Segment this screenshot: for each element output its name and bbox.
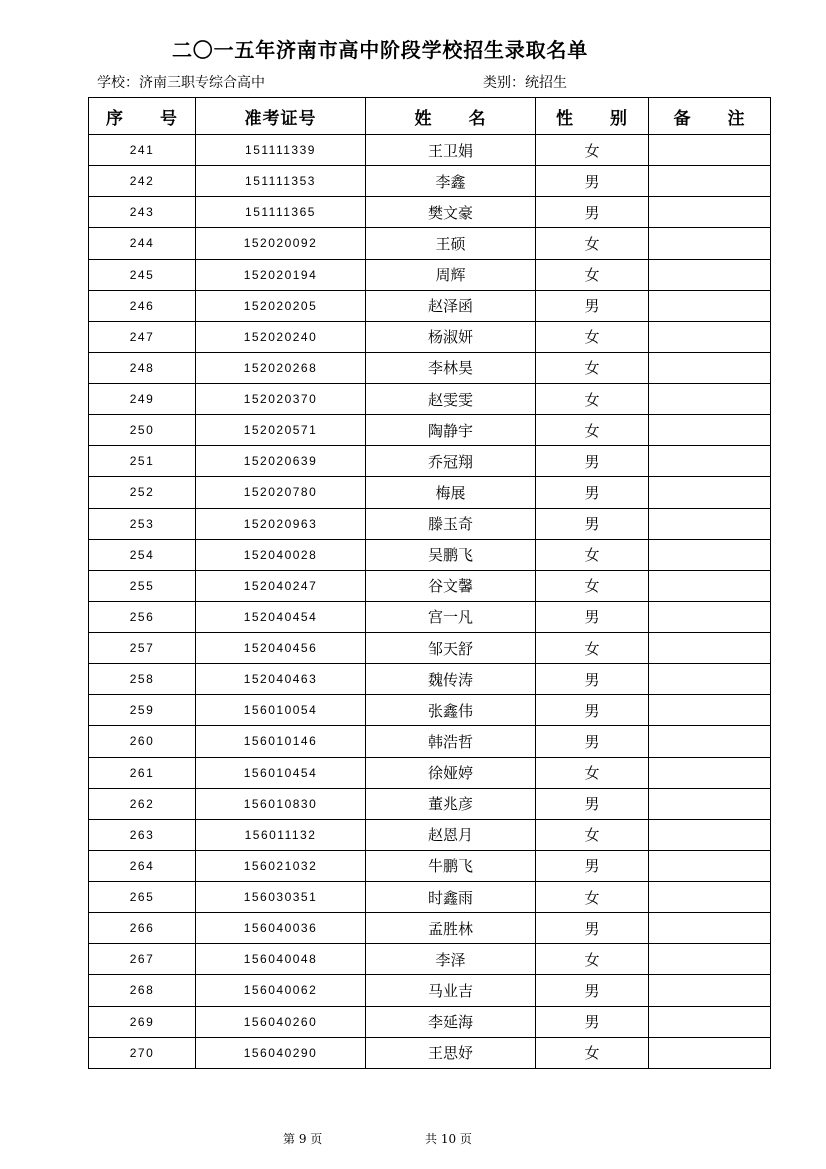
table-row [88,975,771,1006]
cell-exam-no: 152020780 [196,477,366,507]
cell-exam-no: 156040048 [196,944,366,974]
cell-exam-no: 151111365 [196,197,366,227]
cell-note [649,477,770,507]
cell-seq: 270 [89,1038,196,1068]
cell-exam-no: 152020194 [196,260,366,290]
cell-seq: 255 [89,571,196,601]
cell-exam-no: 156040260 [196,1007,366,1037]
cell-note [649,695,770,725]
cell-note [649,664,770,694]
table-row [88,477,771,508]
cell-note [649,789,770,819]
cell-gender: 男 [536,789,649,819]
cell-note [649,166,770,196]
cell-exam-no: 152020639 [196,446,366,476]
cell-note [649,1038,770,1068]
cell-seq: 242 [89,166,196,196]
cell-name: 王思妤 [366,1038,536,1068]
cell-exam-no: 151111339 [196,135,366,165]
cell-name: 周辉 [366,260,536,290]
cell-name: 马业吉 [366,975,536,1005]
cell-seq: 265 [89,882,196,912]
table-row [88,135,771,166]
table-row [88,540,771,571]
table-row [88,726,771,757]
cell-name: 韩浩哲 [366,726,536,756]
cell-exam-no: 152020268 [196,353,366,383]
cell-gender: 女 [536,322,649,352]
table-row [88,820,771,851]
category-label: 类别：统招生 [483,75,567,91]
table-row [88,509,771,540]
cell-gender: 男 [536,446,649,476]
cell-gender: 女 [536,944,649,974]
cell-seq: 254 [89,540,196,570]
cell-gender: 男 [536,913,649,943]
header-exam-no: 准考证号 [196,98,366,134]
cell-name: 王硕 [366,228,536,258]
cell-note [649,882,770,912]
cell-gender: 男 [536,166,649,196]
cell-exam-no: 156011132 [196,820,366,850]
cell-gender: 女 [536,633,649,663]
cell-note [649,446,770,476]
table-row [88,384,771,415]
cell-seq: 268 [89,975,196,1005]
cell-name: 宫一凡 [366,602,536,632]
cell-note [649,509,770,539]
cell-name: 樊文豪 [366,197,536,227]
table-header-row [88,97,771,135]
admission-table [88,97,771,1069]
header-name: 姓 名 [366,98,536,134]
cell-exam-no: 156040290 [196,1038,366,1068]
cell-seq: 259 [89,695,196,725]
cell-seq: 263 [89,820,196,850]
cell-note [649,975,770,1005]
cell-gender: 男 [536,509,649,539]
cell-gender: 女 [536,540,649,570]
cell-seq: 241 [89,135,196,165]
school-label: 学校：济南三职专综合高中 [97,75,265,91]
cell-gender: 女 [536,1038,649,1068]
cell-seq: 260 [89,726,196,756]
cell-name: 牛鹏飞 [366,851,536,881]
cell-exam-no: 152040456 [196,633,366,663]
cell-exam-no: 156010146 [196,726,366,756]
table-body [88,135,771,1069]
document-title: 二〇一五年济南市高中阶段学校招生录取名单 [172,38,588,62]
cell-name: 乔冠翔 [366,446,536,476]
cell-seq: 256 [89,602,196,632]
table-row [88,664,771,695]
cell-note [649,913,770,943]
cell-exam-no: 152040247 [196,571,366,601]
table-row [88,446,771,477]
cell-exam-no: 152040454 [196,602,366,632]
cell-name: 李泽 [366,944,536,974]
cell-note [649,851,770,881]
cell-name: 魏传涛 [366,664,536,694]
cell-exam-no: 152020571 [196,415,366,445]
cell-gender: 女 [536,820,649,850]
cell-name: 李林昊 [366,353,536,383]
page-number: 第 9 页 [283,1132,323,1146]
cell-seq: 253 [89,509,196,539]
cell-seq: 257 [89,633,196,663]
cell-note [649,228,770,258]
cell-exam-no: 152020963 [196,509,366,539]
cell-exam-no: 152020240 [196,322,366,352]
cell-note [649,384,770,414]
table-row [88,633,771,664]
cell-note [649,820,770,850]
cell-name: 赵雯雯 [366,384,536,414]
cell-gender: 男 [536,1007,649,1037]
cell-seq: 244 [89,228,196,258]
cell-gender: 女 [536,260,649,290]
cell-seq: 262 [89,789,196,819]
cell-seq: 245 [89,260,196,290]
cell-name: 梅展 [366,477,536,507]
cell-note [649,540,770,570]
cell-seq: 261 [89,758,196,788]
table-row [88,1007,771,1038]
cell-seq: 247 [89,322,196,352]
cell-exam-no: 156030351 [196,882,366,912]
cell-gender: 男 [536,197,649,227]
cell-note [649,571,770,601]
cell-note [649,322,770,352]
cell-exam-no: 152040463 [196,664,366,694]
cell-seq: 264 [89,851,196,881]
table-row [88,415,771,446]
cell-gender: 女 [536,758,649,788]
table-row [88,882,771,913]
cell-exam-no: 151111353 [196,166,366,196]
cell-note [649,1007,770,1037]
cell-name: 李延海 [366,1007,536,1037]
cell-seq: 249 [89,384,196,414]
table-row [88,260,771,291]
table-row [88,602,771,633]
cell-seq: 269 [89,1007,196,1037]
table-row [88,571,771,602]
table-row [88,944,771,975]
cell-exam-no: 156040062 [196,975,366,1005]
cell-name: 王卫娟 [366,135,536,165]
cell-name: 董兆彦 [366,789,536,819]
cell-gender: 女 [536,571,649,601]
cell-exam-no: 156010054 [196,695,366,725]
cell-exam-no: 156021032 [196,851,366,881]
cell-gender: 男 [536,726,649,756]
table-row [88,197,771,228]
cell-exam-no: 156040036 [196,913,366,943]
cell-name: 赵恩月 [366,820,536,850]
cell-gender: 男 [536,664,649,694]
cell-seq: 251 [89,446,196,476]
cell-exam-no: 156010454 [196,758,366,788]
cell-exam-no: 152020370 [196,384,366,414]
cell-note [649,758,770,788]
cell-exam-no: 152020092 [196,228,366,258]
table-row [88,695,771,726]
table-row [88,758,771,789]
cell-note [649,291,770,321]
cell-note [649,353,770,383]
table-row [88,789,771,820]
cell-note [649,602,770,632]
cell-seq: 250 [89,415,196,445]
cell-note [649,135,770,165]
cell-note [649,633,770,663]
cell-name: 吴鹏飞 [366,540,536,570]
cell-note [649,260,770,290]
table-row [88,322,771,353]
table-row [88,913,771,944]
cell-note [649,944,770,974]
cell-name: 张鑫伟 [366,695,536,725]
cell-note [649,726,770,756]
cell-seq: 252 [89,477,196,507]
cell-note [649,415,770,445]
table-row [88,166,771,197]
table-row [88,353,771,384]
table-row [88,1038,771,1069]
cell-gender: 女 [536,384,649,414]
cell-gender: 男 [536,477,649,507]
cell-name: 滕玉奇 [366,509,536,539]
cell-name: 徐娅婷 [366,758,536,788]
cell-name: 邹天舒 [366,633,536,663]
cell-gender: 女 [536,882,649,912]
cell-exam-no: 152020205 [196,291,366,321]
cell-gender: 女 [536,135,649,165]
cell-seq: 243 [89,197,196,227]
cell-gender: 女 [536,415,649,445]
cell-note [649,197,770,227]
header-seq: 序 号 [89,98,196,134]
cell-name: 时鑫雨 [366,882,536,912]
cell-name: 陶静宇 [366,415,536,445]
cell-seq: 248 [89,353,196,383]
cell-seq: 267 [89,944,196,974]
cell-gender: 男 [536,602,649,632]
cell-seq: 258 [89,664,196,694]
cell-gender: 男 [536,851,649,881]
cell-name: 赵泽函 [366,291,536,321]
cell-name: 李鑫 [366,166,536,196]
cell-exam-no: 152040028 [196,540,366,570]
total-pages: 共 10 页 [425,1132,472,1146]
cell-name: 孟胜林 [366,913,536,943]
cell-gender: 男 [536,975,649,1005]
table-row [88,851,771,882]
cell-gender: 男 [536,291,649,321]
table-row [88,228,771,259]
cell-name: 杨淑妍 [366,322,536,352]
header-gender: 性 别 [536,98,649,134]
cell-name: 谷文馨 [366,571,536,601]
cell-exam-no: 156010830 [196,789,366,819]
cell-seq: 246 [89,291,196,321]
cell-seq: 266 [89,913,196,943]
cell-gender: 女 [536,228,649,258]
header-note: 备 注 [673,108,746,129]
table-row [88,291,771,322]
cell-gender: 女 [536,353,649,383]
cell-gender: 男 [536,695,649,725]
